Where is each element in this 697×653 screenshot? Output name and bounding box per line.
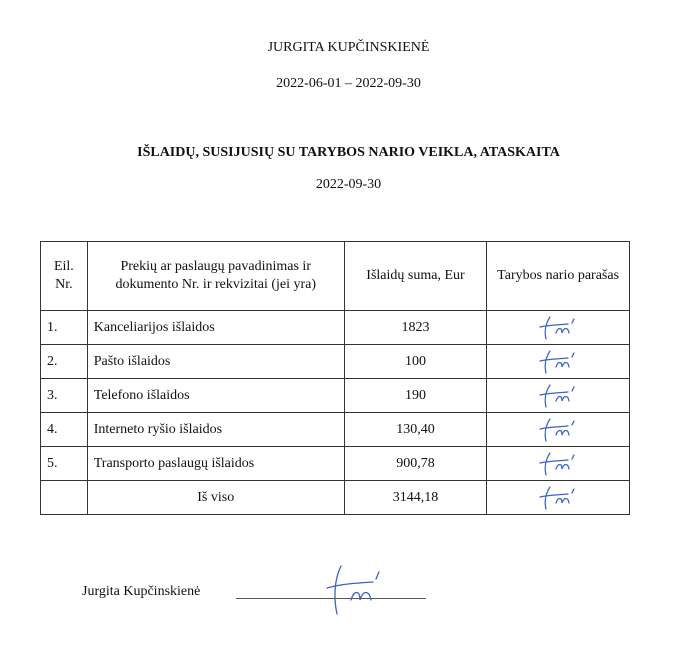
row-nr: 2. [41, 345, 88, 379]
row-signature [487, 345, 630, 379]
signature-icon [315, 562, 395, 622]
total-sum: 3144,18 [344, 481, 487, 515]
total-label: Iš viso [87, 481, 344, 515]
signature-icon [528, 415, 588, 445]
total-signature [487, 481, 630, 515]
signature-icon [528, 483, 588, 513]
table-row [41, 379, 630, 413]
row-signature [487, 379, 630, 413]
row-nr: 1. [41, 311, 88, 345]
row-sum: 190 [344, 379, 487, 413]
row-name: Pašto išlaidos [87, 345, 344, 379]
signature-icon [528, 449, 588, 479]
row-name: Telefono išlaidos [87, 379, 344, 413]
document-author-name: JURGITA KUPČINSKIENĖ [267, 40, 430, 55]
signature-icon [528, 313, 588, 343]
row-sum: 1823 [344, 311, 487, 345]
report-period: 2022-06-01 – 2022-09-30 [276, 76, 421, 91]
signature-icon [528, 381, 588, 411]
row-signature [487, 447, 630, 481]
expense-table [40, 241, 630, 515]
row-sum: 130,40 [344, 413, 487, 447]
row-sum: 100 [344, 345, 487, 379]
footer-signature-icon [315, 562, 395, 627]
table-total-row [41, 481, 630, 515]
row-signature [487, 413, 630, 447]
table-row [41, 447, 630, 481]
row-sum: 900,78 [344, 447, 487, 481]
total-nr-empty [41, 481, 88, 515]
row-name: Transporto paslaugų išlaidos [87, 447, 344, 481]
header-sum: Išlaidų suma, Eur [344, 242, 487, 311]
header-nr: Eil. Nr. [41, 242, 88, 311]
row-signature [487, 311, 630, 345]
row-nr: 4. [41, 413, 88, 447]
document-title: IŠLAIDŲ, SUSIJUSIŲ SU TARYBOS NARIO VEIKLA, ATASKAITA [137, 145, 560, 160]
table-row [41, 413, 630, 447]
signature-icon [528, 347, 588, 377]
table-row [41, 311, 630, 345]
row-name: Interneto ryšio išlaidos [87, 413, 344, 447]
table-row [41, 345, 630, 379]
table-header-row [41, 242, 630, 311]
header-name: Prekių ar paslaugų pavadinimas ir dokumento Nr. ir rekvizitai (jei yra) [87, 242, 344, 311]
row-nr: 3. [41, 379, 88, 413]
document-date: 2022-09-30 [315, 177, 382, 192]
row-nr: 5. [41, 447, 88, 481]
row-name: Kanceliarijos išlaidos [87, 311, 344, 345]
header-signature: Tarybos nario parašas [487, 242, 630, 311]
footer-signer-name: Jurgita Kupčinskienė [82, 584, 201, 599]
